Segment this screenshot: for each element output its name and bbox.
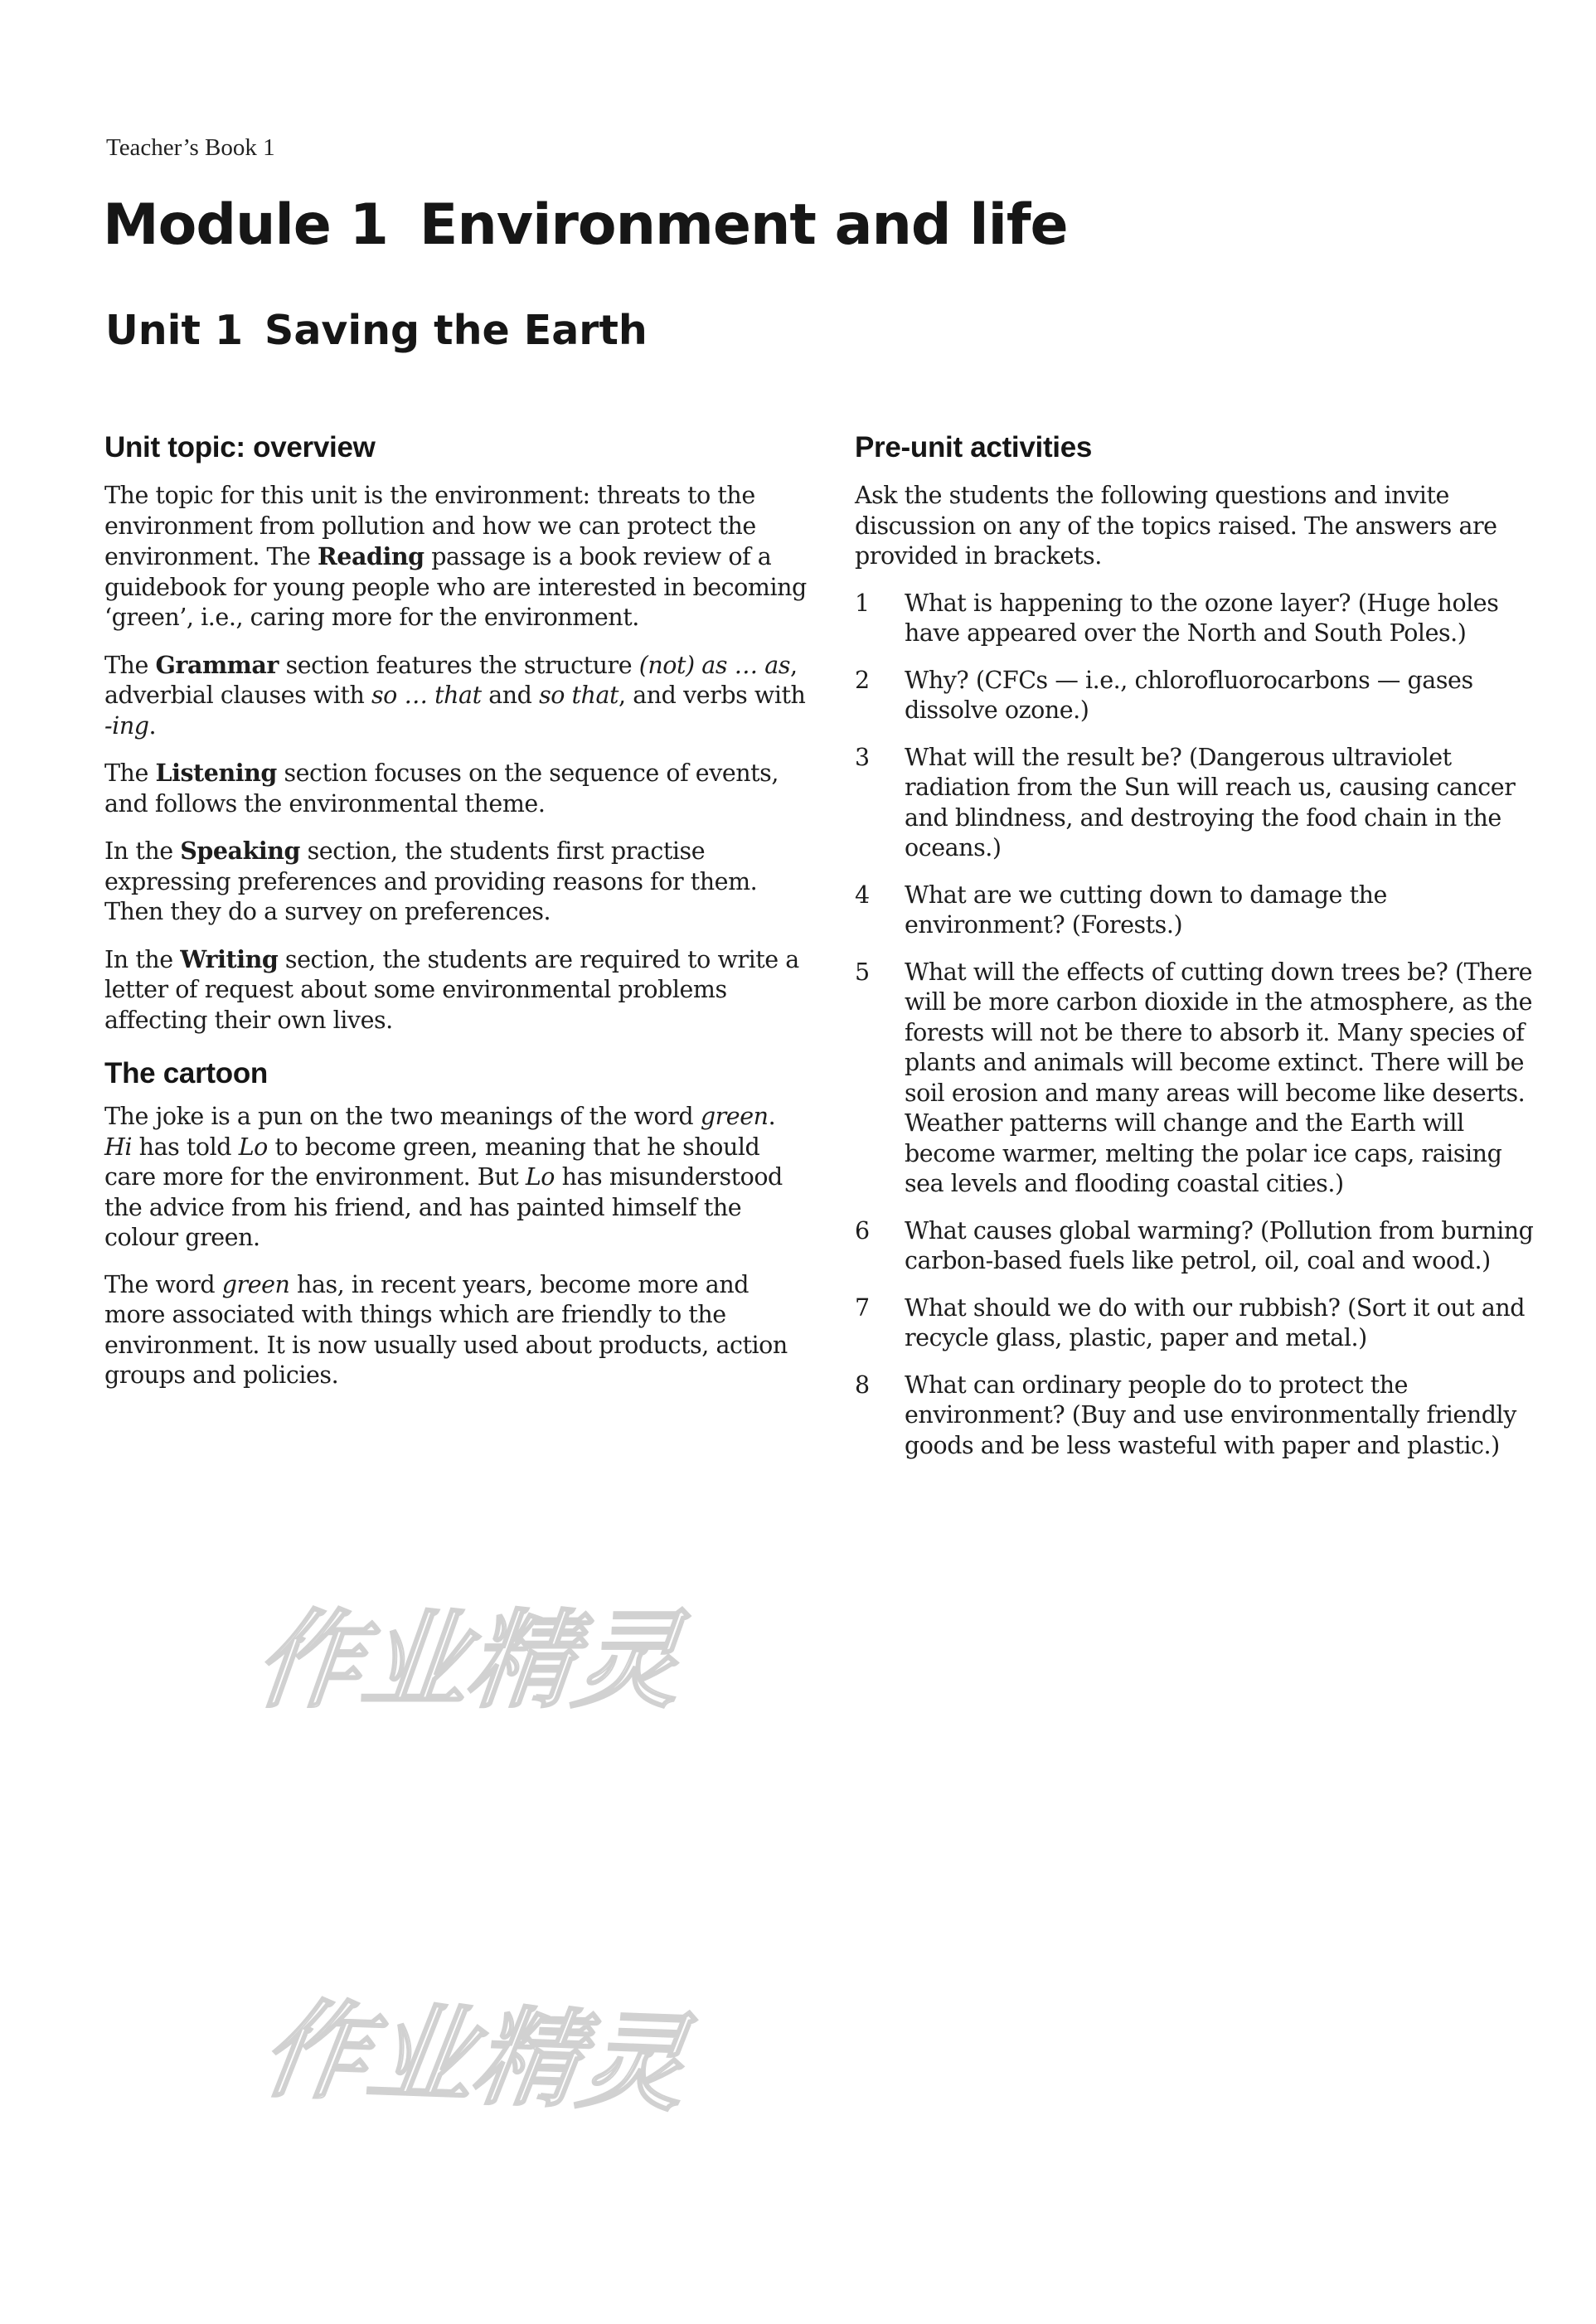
cartoon-heading: The cartoon — [104, 1057, 268, 1089]
question-item — [855, 589, 1543, 649]
pre-unit-intro: Ask the students the following questions and invite discussion on any of the topics raised. The answers are provided in brackets. — [855, 482, 1497, 570]
cartoon-paragraph: The joke is a pun on the two meanings of the word green. Hi has told Lo to become green, meaning that he should care more for the environment. But Lo has misunderstood the advice from his friend, and has painted himself the colour green. — [104, 1103, 783, 1251]
watermark: 作业精灵 — [249, 1599, 687, 1723]
question-text: What causes global warming? (Pollution from burning carbon-based fuels like petrol, oil, coal and wood.) — [905, 1216, 1534, 1274]
pre-unit-heading: Pre-unit activities — [855, 431, 1093, 463]
watermark: 作业精灵 — [255, 1988, 695, 2127]
question-text: What should we do with our rubbish? (Sort it out and recycle glass, plastic, paper and metal.) — [905, 1293, 1526, 1351]
running-head: Teacher’s Book 1 — [106, 134, 275, 161]
overview-heading: Unit topic: overview — [104, 431, 376, 463]
question-item — [855, 958, 1543, 1200]
question-list — [855, 589, 1543, 1462]
question-item — [855, 1371, 1543, 1462]
question-number: 1 — [855, 589, 870, 617]
question-number: 3 — [855, 743, 870, 771]
question-item — [855, 1216, 1543, 1277]
unit-name: Saving the Earth — [264, 307, 648, 354]
unit-title — [105, 307, 648, 354]
question-text: What are we cutting down to damage the environment? (Forests.) — [905, 881, 1387, 939]
overview-paragraph: In the Writing section, the students are required to write a letter of request about some environmental problems affecting their own lives. — [104, 944, 799, 1034]
question-item — [855, 666, 1543, 726]
question-number: 2 — [855, 666, 870, 694]
overview-paragraph: In the Speaking section, the students first practise expressing preferences and providing reasons for them. Then they do a survey on preferences. — [104, 837, 758, 925]
question-text: What will the result be? (Dangerous ultraviolet radiation from the Sun will reach us, causing cancer and blindness, and destroying the food chain in the oceans.) — [905, 743, 1516, 861]
question-text: What can ordinary people do to protect the environment? (Buy and use environmentally friendly goods and be less wasteful with paper and plastic.) — [905, 1371, 1516, 1459]
question-item — [855, 881, 1543, 941]
question-number: 6 — [855, 1216, 870, 1244]
question-number: 4 — [855, 881, 870, 909]
question-text: What will the effects of cutting down trees be? (There will be more carbon dioxide in the atmosphere, as the forests will not be there to absorb it. Many species of plants and animals will become extinct. There will be soil erosion and many areas will become like deserts. Weather patterns will change and the Earth will become warmer, melting the polar ice caps, raising sea levels and flooding coastal cities.) — [905, 958, 1533, 1197]
question-text: What is happening to the ozone layer? (Huge holes have appeared over the North and South Poles.) — [905, 589, 1499, 647]
module-title — [103, 192, 1068, 258]
left-column — [104, 431, 809, 1408]
question-number: 8 — [855, 1371, 870, 1399]
question-number: 7 — [855, 1293, 870, 1322]
unit-label: Unit 1 — [105, 307, 244, 354]
right-column — [855, 431, 1543, 1477]
overview-paragraph: The topic for this unit is the environment: threats to the environment from pollution and how we can protect the environment. The Reading passage is a book review of a guidebook for young people who are interested in becoming ‘green’, i.e., caring more for the environment. — [104, 482, 807, 631]
question-item — [855, 1293, 1543, 1354]
question-text: Why? (CFCs — i.e., chlorofluorocarbons — gases dissolve ozone.) — [905, 666, 1473, 724]
overview-paragraph: The Listening section focuses on the sequence of events, and follows the environmental theme. — [104, 759, 779, 818]
overview-paragraph: The Grammar section features the structure (not) as … as, adverbial clauses with so … that and so that, and verbs with -ing. — [104, 650, 806, 740]
question-item — [855, 743, 1543, 864]
question-number: 5 — [855, 958, 870, 986]
module-name: Environment and life — [419, 192, 1068, 258]
cartoon-paragraph: The word green has, in recent years, become more and more associated with things which are friendly to the environment. It is now usually used about products, action groups and policies. — [104, 1270, 788, 1389]
module-label: Module 1 — [103, 192, 388, 258]
